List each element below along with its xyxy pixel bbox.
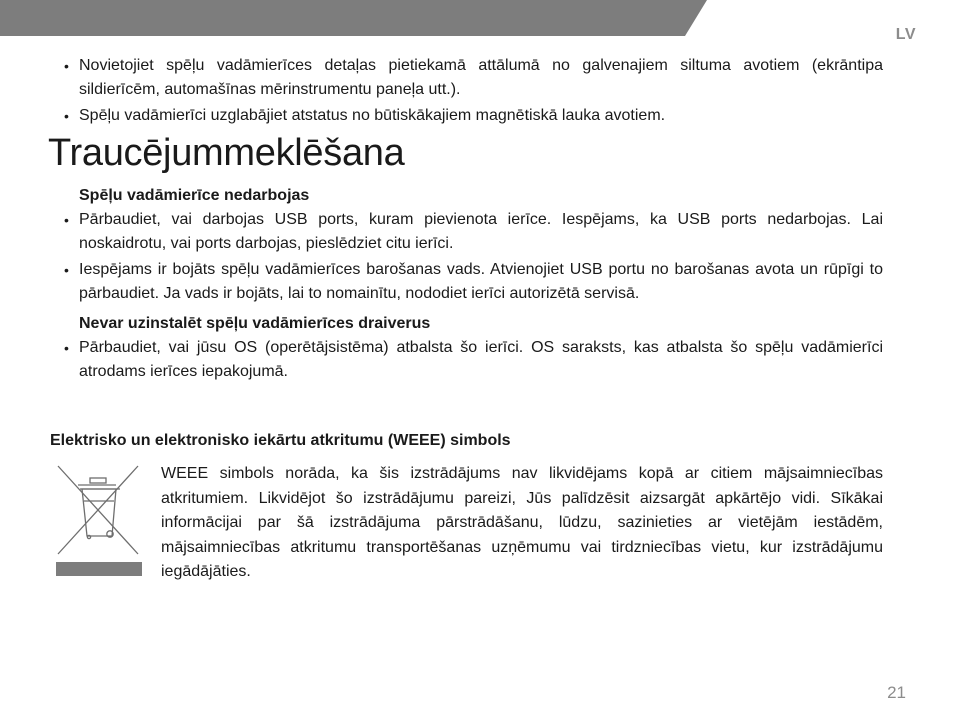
bullet-icon: • bbox=[64, 108, 69, 124]
crossed-out-wheelie-bin-icon bbox=[54, 464, 144, 578]
bullet-text: Iespējams ir bojāts spēļu vadāmierīces barošanas vads. Atvienojiet USB portu no barošanas avota un rūpīgi to pārbaudiet. Ja vads ir bojāts, lai to nomainītu, nododiet ierīci autorizētā servisā. bbox=[79, 261, 883, 302]
bullet-text: Spēļu vadāmierīci uzglabājiet atstatus no būtiskākajiem magnētiskā lauka avotiem. bbox=[79, 107, 666, 124]
list-item bbox=[50, 104, 883, 128]
troubleshooting-section bbox=[50, 184, 883, 384]
issue-block bbox=[50, 312, 883, 384]
weee-heading: Elektrisko un elektronisko iekārtu atkritumu (WEEE) simbols bbox=[50, 432, 511, 449]
bullet-icon: • bbox=[64, 58, 69, 74]
language-code: LV bbox=[895, 26, 916, 43]
bullet-text: Pārbaudiet, vai darbojas USB ports, kuram pievienota ierīce. Iespējams, ka USB ports nedarbojas. Lai noskaidrotu, vai ports darbojas, pieslēdziet citu ierīci. bbox=[79, 211, 883, 252]
bullet-icon: • bbox=[64, 262, 69, 278]
issue-bullet-list bbox=[50, 208, 883, 306]
issue-title: Nevar uzinstalēt spēļu vadāmierīces draiverus bbox=[79, 315, 431, 332]
issue-bullet-list bbox=[50, 336, 883, 384]
bullet-icon: • bbox=[64, 212, 69, 228]
list-item bbox=[50, 336, 883, 384]
intro-bullet-list bbox=[50, 54, 883, 128]
bullet-icon: • bbox=[64, 340, 69, 356]
list-item bbox=[50, 258, 883, 306]
bullet-text: Pārbaudiet, vai jūsu OS (operētājsistēma) atbalsta šo ierīci. OS saraksts, kas atbalsta šo spēļu vadāmierīci atrodams ierīces iepakojumā. bbox=[79, 339, 883, 380]
header-band bbox=[0, 0, 954, 36]
header-band-shape bbox=[0, 0, 707, 36]
list-item bbox=[50, 54, 883, 102]
section-title: Traucējummeklēšana bbox=[48, 132, 405, 174]
issue-block bbox=[50, 184, 883, 306]
issue-title: Spēļu vadāmierīce nedarbojas bbox=[79, 187, 310, 204]
weee-description: WEEE simbols norāda, ka šis izstrādājums nav likvidējams kopā ar citiem mājsaimniecības atkritumiem. Likvidējot šo izstrādājumu pareizi, Jūs palīdzēsit aizsargāt apkārtējo vidi. Sīkākai informācijai par šā izstrādājuma pārstrādāšanu, lūdzu, sazinieties ar vietējām iestādēm, mājsaimniecības atkritumu transportēšanas uzņēmumu vai tirdzniecības vietu, kur izstrādājumu iegādājāties. bbox=[161, 465, 883, 580]
list-item bbox=[50, 208, 883, 256]
weee-bar bbox=[56, 562, 142, 576]
page-number: 21 bbox=[887, 683, 906, 702]
bullet-text: Novietojiet spēļu vadāmierīces detaļas pietiekamā attālumā no galvenajiem siltuma avotiem (ekrāntipa sildierīcēm, automašīnas mērinstrumentu paneļa utt.). bbox=[79, 57, 883, 98]
